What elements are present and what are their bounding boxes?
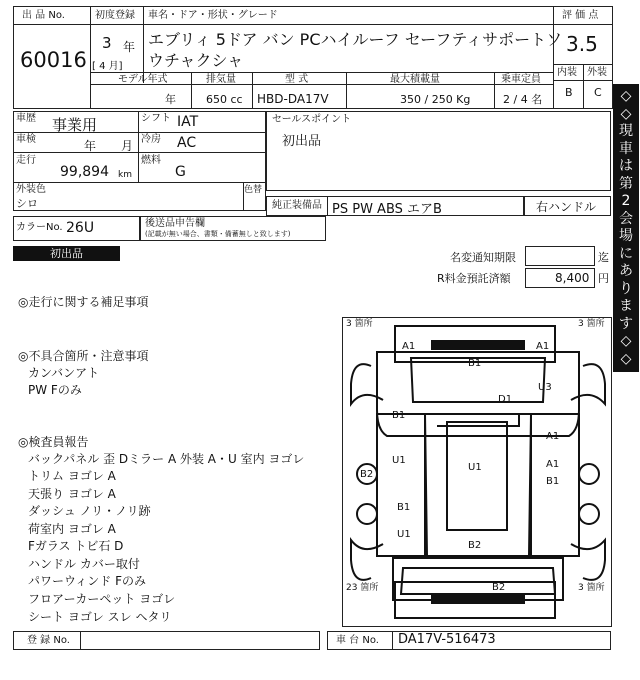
driving-notes-title: ◎走行に関する補足事項 [18, 295, 149, 309]
damage-mark: B1 [468, 358, 482, 369]
docs-note: (記載が無い場合、書類・備蓄無しと致します) [145, 230, 291, 238]
venue-note-char: 車 [619, 140, 633, 157]
inspector-line: パワーウィンド Fのみ [28, 574, 146, 588]
damage-mark: B1 [546, 476, 560, 487]
first-registration-label: 初度登録 [95, 10, 135, 21]
damage-mark: A1 [536, 341, 550, 352]
history-value: 事業用 [52, 116, 98, 134]
damage-mark: A1 [402, 341, 416, 352]
car-name-line2: ウチャクシャ [148, 51, 244, 70]
shift-label: シフト [141, 113, 171, 124]
inspector-line: シート ヨゴレ スレ ヘタリ [28, 610, 172, 624]
model-code: HBD-DA17V [257, 92, 329, 106]
lot-no: 60016 [20, 48, 87, 72]
venue-note-char: 現 [619, 123, 633, 139]
corner-count-top-right: 3 箇所 [578, 319, 605, 329]
venue-note-char: あ [619, 263, 633, 279]
color-change-label: 色替 [244, 185, 263, 195]
damage-mark: B1 [392, 410, 406, 421]
inspector-line: トリム ヨゴレ A [28, 469, 116, 483]
venue-note-char: に [619, 245, 633, 262]
first-registration-month: [ 4 月] [92, 61, 123, 72]
damage-mark: B2 [360, 469, 374, 480]
damage-mark: U1 [397, 529, 411, 540]
damage-mark: U1 [392, 455, 406, 466]
ac-value: AC [177, 135, 197, 151]
rename-deadline-unit: 迄 [598, 251, 609, 264]
chassis-no-label: 車 台 No. [336, 635, 379, 646]
lot-no-label: 出 品 No. [22, 10, 65, 21]
ext-color-value: シロ [16, 197, 38, 210]
damage-mark: B1 [397, 502, 411, 513]
ext-color-label: 外装色 [16, 184, 46, 195]
rename-deadline-label: 名変通知期限 [450, 251, 516, 264]
model-year-unit: 年 [165, 93, 176, 106]
mileage-value: 99,894 [60, 164, 109, 180]
corner-count-top-left: 3 箇所 [346, 319, 373, 329]
interior-label: 内装 [557, 67, 577, 78]
inspection-label: 車検 [16, 134, 36, 145]
color-no-value: 26U [66, 220, 95, 236]
exterior-grade: C [594, 86, 602, 99]
interior-grade: B [565, 86, 573, 99]
sales-point-label: セールスポイント [272, 114, 352, 125]
inspector-line: バックパネル 歪 Dミラー A 外装 A・U 室内 ヨゴレ [28, 452, 305, 466]
chassis-no-value: DA17V-516473 [398, 632, 496, 647]
rename-deadline-field [525, 246, 595, 266]
inspector-line: Fガラス トビ石 D [28, 539, 124, 553]
venue-note-char: ◇ [620, 105, 632, 122]
exterior-label: 外装 [587, 67, 607, 78]
type-label: 型 式 [285, 74, 309, 85]
equipment-value: PS PW ABS エアB [332, 202, 442, 217]
venue-note-char: は [619, 158, 633, 174]
car-name-label: 車名・ドア・形状・グレード [148, 10, 278, 21]
venue-note-char: 会 [619, 210, 633, 227]
equipment-label: 純正装備品 [272, 200, 322, 211]
venue-note-char: ま [619, 298, 633, 314]
defect-line: PW Fのみ [28, 383, 82, 397]
damage-mark: U1 [468, 462, 482, 473]
grade-label: 評 価 点 [562, 10, 599, 21]
inspection-year: 年 [84, 139, 97, 153]
damage-mark: U3 [538, 382, 552, 393]
damage-mark: A1 [546, 459, 560, 470]
max-load-value: 350 / 250 Kg [400, 93, 471, 106]
venue-note-char: ◇ [620, 350, 632, 367]
inspector-line: 荷室内 ヨゴレ A [28, 522, 116, 536]
recycle-fee-value: 8,400 [555, 271, 590, 285]
mileage-unit: km [118, 170, 132, 180]
defect-line: カンバンアト [28, 366, 100, 380]
recycle-fee-unit: 円 [598, 272, 609, 285]
venue-note-text [613, 84, 639, 368]
venue-note-char: す [619, 315, 633, 332]
ac-label: 冷房 [141, 134, 161, 145]
inspector-line: ハンドル カバー取付 [28, 557, 140, 571]
recycle-fee-label: R料金預託済額 [437, 272, 511, 285]
displacement-value: 650 cc [206, 93, 243, 106]
first-listing-badge: 初出品 [13, 246, 120, 261]
corner-count-bottom-left: 23 箇所 [346, 583, 379, 593]
venue-note-char: ◇ [620, 333, 632, 349]
grade-score: 3.5 [566, 32, 598, 56]
damage-mark: B2 [468, 540, 482, 551]
details-block [13, 111, 266, 211]
sales-point-value: 初出品 [282, 134, 322, 149]
shift-value: IAT [177, 114, 199, 130]
damage-mark: B2 [492, 582, 506, 593]
fuel-value: G [175, 164, 186, 180]
venue-note-strip [613, 84, 639, 372]
max-load-label: 最大積載量 [390, 74, 440, 85]
venue-note-char: 場 [619, 228, 633, 244]
steering-value: 右ハンドル [536, 200, 597, 214]
defects-title: ◎不具合箇所・注意事項 [18, 349, 149, 363]
inspector-line: フロアーカーペット ヨゴレ [28, 592, 176, 606]
mileage-label: 走行 [16, 155, 36, 166]
venue-note-char: ◇ [620, 88, 632, 104]
color-no-label: カラーNo. [16, 222, 63, 233]
venue-note-char: 2 [621, 193, 631, 209]
damage-mark: A1 [546, 431, 560, 442]
inspector-line: ダッシュ ノリ・ノリ跡 [28, 504, 151, 518]
registration-no-label: 登 録 No. [27, 635, 70, 646]
displacement-label: 排気量 [206, 74, 236, 85]
history-label: 車歴 [16, 113, 36, 124]
car-name-line1: エブリィ 5ドア バン PCハイルーフ セーフティサポートソ [148, 30, 563, 49]
venue-note-char: 第 [619, 175, 633, 192]
docs-label: 後送品申告欄 [145, 218, 205, 229]
corner-count-bottom-right: 3 箇所 [578, 583, 605, 593]
inspector-line: 天張り ヨゴレ A [28, 487, 116, 501]
first-registration-year: 3 [102, 34, 112, 52]
fuel-label: 燃料 [141, 155, 161, 166]
damage-mark: D1 [498, 394, 513, 405]
venue-note-char: り [619, 280, 633, 297]
model-year-label: モデル年式 [118, 74, 168, 85]
year-unit: 年 [123, 40, 136, 54]
inspector-report-title: ◎検査員報告 [18, 435, 89, 449]
inspection-month: 月 [121, 139, 134, 153]
capacity-label: 乗車定員 [501, 74, 541, 85]
capacity-value: 2 / 4 名 [503, 93, 543, 106]
